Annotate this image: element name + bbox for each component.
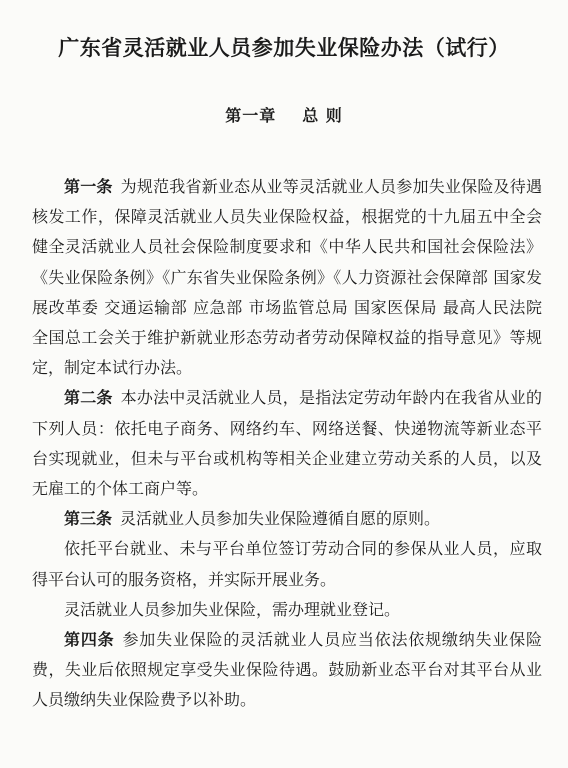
article-label: 第三条 [64, 509, 113, 529]
article-1-paragraph [32, 172, 542, 383]
article-text: 为规范我省新业态从业等灵活就业人员参加失业保险及待遇核发工作，保障灵活就业人员失业保险权益，根据党的十九届五中全会健全灵活就业人员社会保险制度要求和《中华人民共和国社会保险法》《失业保险条例》《广东省失业保险条例》《人力资源社会保障部 国家发展改革委 交通运输部 应急部 市场监管总局 国家医保局 最高人民法院 全国总工会关于维护新就业形态劳动者劳动保障权益的指导意见》等规定，制定本试行办法。 [32, 177, 542, 378]
document-title: 广东省灵活就业人员参加失业保险办法（试行） [58, 36, 510, 60]
article-label: 第二条 [64, 388, 113, 408]
article-4-paragraph [32, 625, 542, 716]
article-3-clause-3 [32, 595, 542, 625]
article-3-paragraph [32, 504, 542, 534]
chapter-number: 第一章 [225, 106, 277, 125]
chapter-name: 总 则 [302, 106, 343, 125]
article-text: 本办法中灵活就业人员，是指法定劳动年龄内在我省从业的下列人员：依托电子商务、网络约车、网络送餐、快递物流等新业态平台实现就业，但未与平台或机构等相关企业建立劳动关系的人员，以及无雇工的个体工商户等。 [32, 388, 542, 499]
document-body [32, 172, 542, 716]
clause-text: 依托平台就业、未与平台单位签订劳动合同的参保从业人员，应取得平台认可的服务资格，并实际开展业务。 [32, 539, 542, 589]
article-label: 第四条 [64, 630, 115, 650]
article-label: 第一条 [64, 177, 113, 196]
article-2-paragraph [32, 383, 542, 504]
article-text: 灵活就业人员参加失业保险遵循自愿的原则。 [120, 509, 441, 529]
article-text: 参加失业保险的灵活就业人员应当依法依规缴纳失业保险费，失业后依照规定享受失业保险待遇。鼓励新业态平台对其平台从业人员缴纳失业保险费予以补助。 [32, 630, 542, 710]
chapter-heading [0, 103, 568, 126]
article-3-clause-2 [32, 534, 542, 594]
clause-text: 灵活就业人员参加失业保险，需办理就业登记。 [64, 599, 401, 619]
